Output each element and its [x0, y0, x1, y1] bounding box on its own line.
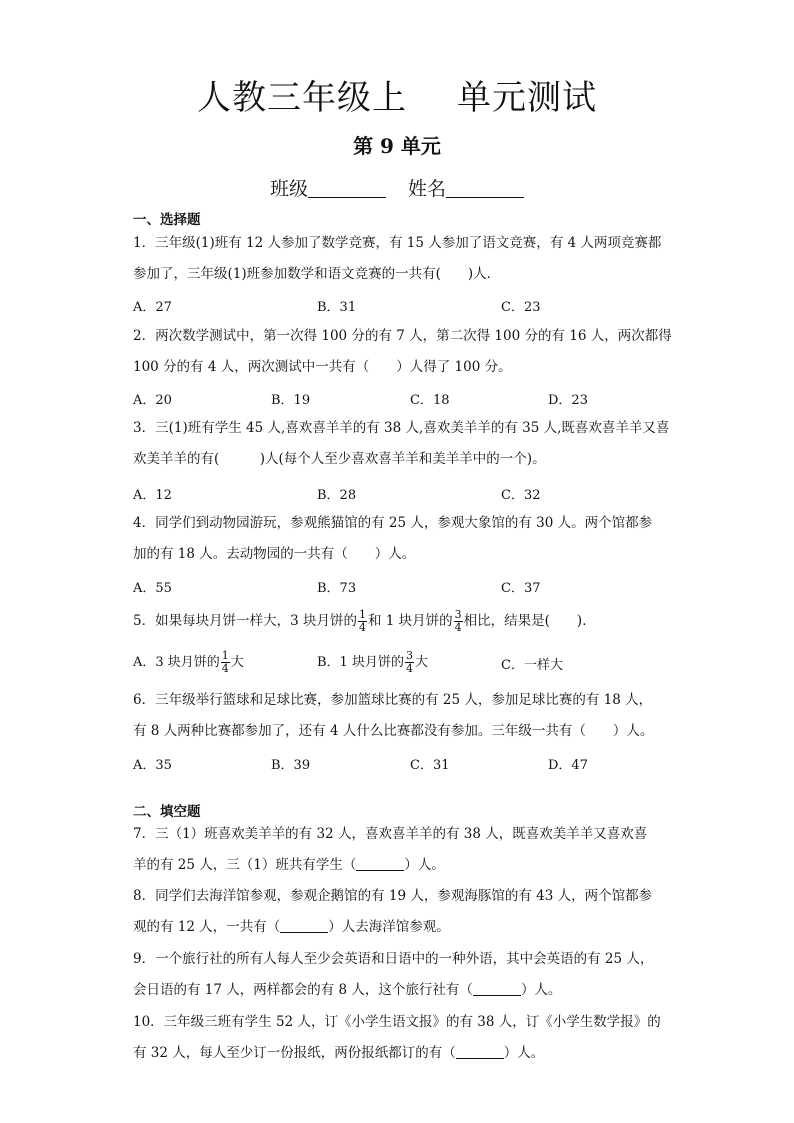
option-b[interactable]: B．28	[317, 488, 357, 503]
question-9-line2: 会日语的有 17 人，两样都会的有 8 人，这个旅行社有（ ）人。	[133, 982, 562, 998]
option-b[interactable]: B．19	[271, 393, 311, 408]
option-a[interactable]: A．12	[133, 488, 172, 503]
page-title	[0, 70, 794, 119]
title-left: 人教三年级上	[197, 78, 407, 118]
section-heading-choice: 一、选择题	[133, 212, 201, 228]
question-2-options	[133, 389, 673, 409]
answer-blank[interactable]	[356, 856, 404, 871]
question-2-line2: 100 分的有 4 人，两次测试中一共有（ ）人得了 100 分。	[133, 359, 512, 375]
option-a[interactable]: A．27	[133, 300, 172, 315]
option-a[interactable]: A．55	[133, 581, 172, 596]
question-9-line1: 9．一个旅行社的所有人每人至少会英语和日语中的一种外语，其中会英语的有 25 人，	[133, 951, 654, 967]
question-7-line1: 7．三（1）班喜欢美羊羊的有 32 人，喜欢喜羊羊的有 38 人，既喜欢美羊羊又喜欢喜	[133, 826, 648, 842]
question-2	[133, 321, 673, 383]
option-b[interactable]: B．39	[271, 758, 311, 773]
question-3	[133, 413, 673, 475]
option-b[interactable]: B．1 块月饼的 $\frac{3}{4}$ 大	[317, 649, 428, 675]
answer-blank[interactable]	[280, 918, 328, 933]
question-6	[133, 685, 673, 747]
option-b[interactable]: B．73	[317, 581, 357, 596]
question-4-options	[133, 577, 673, 597]
answer-blank[interactable]	[456, 1044, 504, 1059]
section-heading-fill: 二、填空题	[133, 804, 201, 820]
title-right: 单元测试	[457, 78, 597, 118]
question-8-line2: 观的有 12 人，一共有（ ）人去海洋馆参观。	[133, 919, 450, 935]
question-10	[133, 1007, 673, 1069]
option-d[interactable]: D．47	[548, 758, 588, 773]
question-4-line1: 4．同学们到动物园游玩，参观熊猫馆的有 25 人，参观大象馆的有 30 人。两个馆都参	[133, 515, 653, 531]
name-label: 姓名	[408, 178, 447, 200]
question-2-line1: 2．两次数学测试中，第一次得 100 分的有 7 人，第二次得 100 分的有 16 人，两次都得	[133, 328, 672, 344]
question-4-line2: 加的有 18 人。去动物园的一共有（ ）人。	[133, 546, 416, 562]
class-label: 班级	[269, 178, 308, 200]
question-6-line2: 有 8 人两种比赛都参加了，还有 4 人什么比赛都没有参加。三年级一共有（ ）人。	[133, 723, 654, 739]
question-6-line1: 6．三年级举行篮球和足球比赛，参加篮球比赛的有 25 人，参加足球比赛的有 18 人，	[133, 692, 653, 708]
student-info	[0, 174, 794, 201]
question-5-line1: 5．如果每块月饼一样大，3 块月饼的 $\frac{1}{4}$ 和 1 块月饼的 $\frac{3}{4}$ 相比，结果是( )．	[133, 608, 596, 634]
option-c[interactable]: C．23	[501, 300, 541, 315]
option-c[interactable]: C．37	[501, 581, 541, 596]
question-3-options	[133, 484, 673, 504]
question-3-line1: 3．三(1)班有学生 45 人,喜欢喜羊羊的有 38 人,喜欢美羊羊的有 35 人,既喜欢喜羊羊又喜	[133, 420, 670, 436]
option-c[interactable]: C．一样大	[501, 658, 563, 673]
unit-subtitle: 第 9 单元	[353, 134, 441, 158]
name-blank[interactable]	[446, 179, 524, 198]
option-c[interactable]: C．18	[410, 393, 450, 408]
class-blank[interactable]	[308, 179, 386, 198]
option-a[interactable]: A．3 块月饼的 $\frac{1}{4}$ 大	[133, 649, 244, 675]
option-c[interactable]: C．32	[501, 488, 541, 503]
option-b[interactable]: B．31	[317, 300, 357, 315]
question-8	[133, 881, 673, 943]
question-7-line2: 羊的有 25 人，三（1）班共有学生（ ）人。	[133, 857, 445, 873]
option-a[interactable]: A．20	[133, 393, 172, 408]
option-a[interactable]: A．35	[133, 758, 172, 773]
question-6-options	[133, 754, 673, 774]
fraction: $\frac{1}{4}$	[221, 649, 229, 675]
question-1	[133, 228, 673, 290]
question-9	[133, 944, 673, 1006]
question-1-options	[133, 296, 673, 316]
fraction: $\frac{3}{4}$	[454, 608, 462, 634]
question-1-line1: 1．三年级(1)班有 12 人参加了数学竞赛，有 15 人参加了语文竞赛，有 4 人两项竞赛都	[133, 235, 662, 251]
question-1-line2: 参加了，三年级(1)班参加数学和语文竞赛的一共有( )人．	[133, 266, 501, 282]
question-5	[133, 606, 673, 637]
fraction: $\frac{1}{4}$	[358, 608, 366, 634]
question-4	[133, 508, 673, 570]
answer-blank[interactable]	[473, 981, 521, 996]
question-7	[133, 819, 673, 881]
option-c[interactable]: C．31	[410, 758, 450, 773]
question-5-options	[133, 650, 673, 676]
option-d[interactable]: D．23	[548, 393, 588, 408]
fraction: $\frac{3}{4}$	[405, 649, 413, 675]
question-10-line1: 10．三年级三班有学生 52 人，订《小学生语文报》的有 38 人，订《小学生数学报》的	[133, 1014, 661, 1030]
question-8-line1: 8．同学们去海洋馆参观，参观企鹅馆的有 19 人，参观海豚馆的有 43 人，两个馆都参	[133, 888, 653, 904]
question-3-line2: 欢美羊羊的有( )人(每个人至少喜欢喜羊羊和美羊羊中的一个)。	[133, 451, 546, 467]
question-10-line2: 有 32 人，每人至少订一份报纸，两份报纸都订的有（ ）人。	[133, 1045, 545, 1061]
